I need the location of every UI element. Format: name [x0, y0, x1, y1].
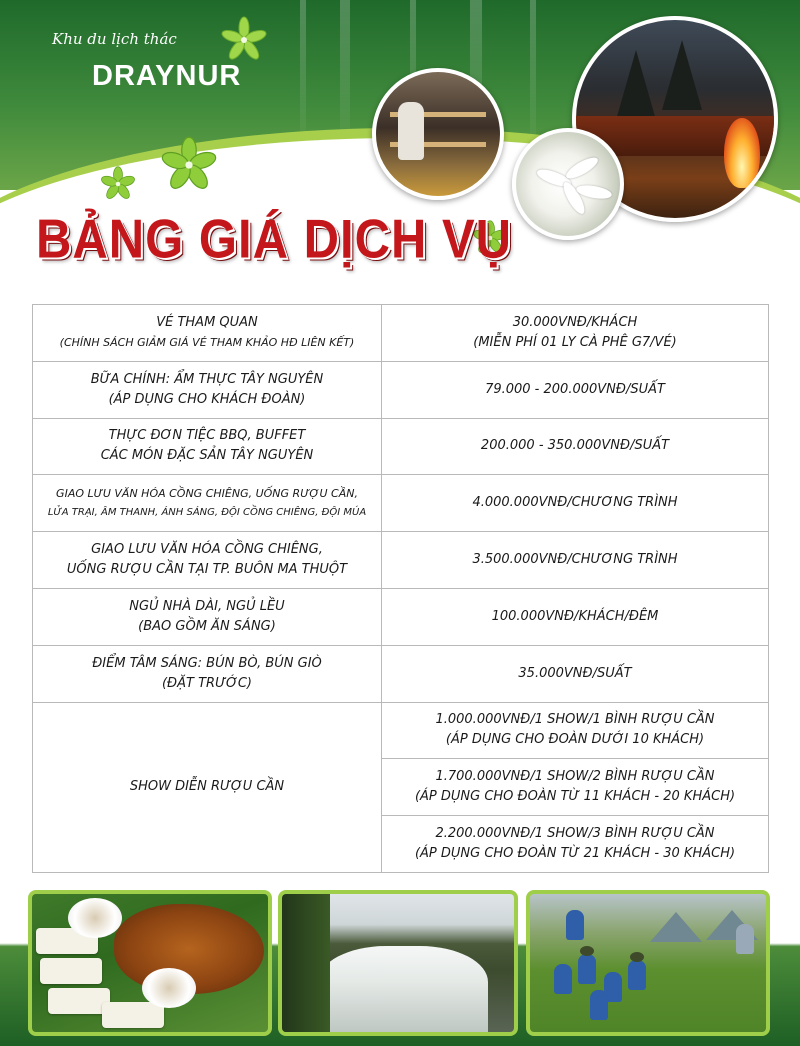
service-name: GIAO LƯU VĂN HÓA CỒNG CHIÊNG, [91, 542, 323, 558]
camping-group-photo [526, 890, 770, 1036]
tree-trunk [282, 894, 330, 1036]
service-cell [33, 588, 382, 645]
table-row [33, 702, 769, 759]
price-cell [382, 475, 769, 532]
price-value: 30.000VNĐ/KHÁCH [512, 314, 638, 330]
service-name: VÉ THAM QUAN [156, 314, 258, 330]
price-note: (ÁP DỤNG CHO ĐOÀN TỪ 11 KHÁCH - 20 KHÁCH) [414, 789, 736, 805]
service-cell [33, 532, 382, 589]
campfire-flame [724, 118, 760, 188]
table-row [33, 645, 769, 702]
service-note: (ĐẶT TRƯỚC) [161, 675, 252, 691]
price-cell [382, 418, 769, 475]
price-note: (MIỄN PHÍ 01 LY CÀ PHÊ G7/VÉ) [473, 334, 677, 350]
service-cell [33, 645, 382, 702]
flower-icon [100, 166, 136, 202]
table-row [33, 475, 769, 532]
camper [590, 990, 608, 1020]
service-note: (BAO GỒM ĂN SÁNG) [138, 618, 276, 634]
table-row [33, 532, 769, 589]
table-row [33, 588, 769, 645]
price-value: 100.000VNĐ/KHÁCH/ĐÊM [491, 608, 659, 624]
service-note: CÁC MÓN ĐẶC SẢN TÂY NGUYÊN [100, 448, 314, 464]
waterfall-photo [278, 890, 518, 1036]
flower-icon [160, 136, 218, 194]
service-note: LỬA TRẠI, ÂM THANH, ÁNH SÁNG, ĐỘI CỒNG CHIÊNG, ĐỘI MÚA [47, 507, 367, 519]
price-note: (ÁP DỤNG CHO ĐOÀN TỪ 21 KHÁCH - 30 KHÁCH) [414, 846, 736, 862]
souvenir-shop-photo [372, 68, 504, 200]
pine-tree [616, 50, 656, 120]
shopkeeper-figure [398, 102, 424, 160]
price-cell [382, 645, 769, 702]
service-note: (CHÍNH SÁCH GIẢM GIÁ VÉ THAM KHẢO HĐ LIÊN KẾT) [59, 335, 355, 349]
service-note: (ÁP DỤNG CHO KHÁCH ĐOÀN) [108, 391, 306, 407]
service-cell [33, 305, 382, 362]
service-cell [33, 418, 382, 475]
logo-flower-icon [220, 16, 268, 64]
table-row [33, 305, 769, 362]
service-name: NGỦ NHÀ DÀI, NGỦ LỀU [129, 598, 285, 614]
price-cell [382, 816, 769, 873]
waterfall-water [318, 946, 488, 1036]
rice-cake [48, 988, 110, 1014]
price-value: 1.000.000VNĐ/1 SHOW/1 BÌNH RƯỢU CẦN [435, 712, 715, 728]
price-value: 4.000.000VNĐ/CHƯƠNG TRÌNH [472, 495, 678, 511]
price-cell [382, 305, 769, 362]
service-name: SHOW DIỄN RƯỢU CẦN [129, 779, 285, 795]
price-value: 3.500.000VNĐ/CHƯƠNG TRÌNH [472, 552, 678, 568]
service-name: GIAO LƯU VĂN HÓA CỒNG CHIÊNG, UỐNG RƯỢU CẦN, [56, 487, 358, 501]
sauce-bowl [68, 898, 122, 938]
tent [650, 912, 702, 942]
price-value: 79.000 - 200.000VNĐ/SUẤT [485, 381, 665, 397]
service-cell [33, 475, 382, 532]
camper-hat [630, 952, 644, 962]
camper-hat [580, 946, 594, 956]
camper [578, 954, 596, 984]
service-name: BỮA CHÍNH: ẨM THỰC TÂY NGUYÊN [90, 371, 324, 387]
rice-cake [102, 1002, 164, 1028]
table-row [33, 418, 769, 475]
service-name: ĐIỂM TÂM SÁNG: BÚN BÒ, BÚN GIÒ [92, 655, 322, 671]
pine-tree [662, 40, 702, 110]
page-title: BẢNG GIÁ DỊCH VỤ [36, 209, 513, 270]
price-value: 2.200.000VNĐ/1 SHOW/3 BÌNH RƯỢU CẦN [435, 826, 715, 842]
service-cell [33, 702, 382, 872]
coffee-flower-photo [512, 128, 624, 240]
camper [628, 960, 646, 990]
service-note: UỐNG RƯỢU CẦN TẠI TP. BUÔN MA THUỘT [66, 562, 348, 578]
service-cell [33, 361, 382, 418]
petal [563, 154, 600, 182]
price-cell [382, 532, 769, 589]
brand-name: DRAYNUR [92, 60, 242, 92]
brand-logo [42, 16, 282, 96]
camper [566, 910, 584, 940]
price-cell [382, 702, 769, 759]
rice-cake [40, 958, 102, 984]
price-note: (ÁP DỤNG CHO ĐOÀN DƯỚI 10 KHÁCH) [445, 732, 705, 748]
price-value: 35.000VNĐ/SUẤT [518, 665, 632, 681]
price-value: 200.000 - 350.000VNĐ/SUẤT [480, 438, 670, 454]
camper [554, 964, 572, 994]
price-cell [382, 588, 769, 645]
food-photo [28, 890, 272, 1036]
service-name: THỰC ĐƠN TIỆC BBQ, BUFFET [108, 428, 306, 444]
brand-subtitle: Khu du lịch thác [52, 30, 177, 48]
price-value: 1.700.000VNĐ/1 SHOW/2 BÌNH RƯỢU CẦN [435, 769, 715, 785]
table-row [33, 361, 769, 418]
price-cell [382, 759, 769, 816]
price-cell [382, 361, 769, 418]
sauce-bowl [142, 968, 196, 1008]
price-table [32, 304, 769, 873]
camper [736, 924, 754, 954]
